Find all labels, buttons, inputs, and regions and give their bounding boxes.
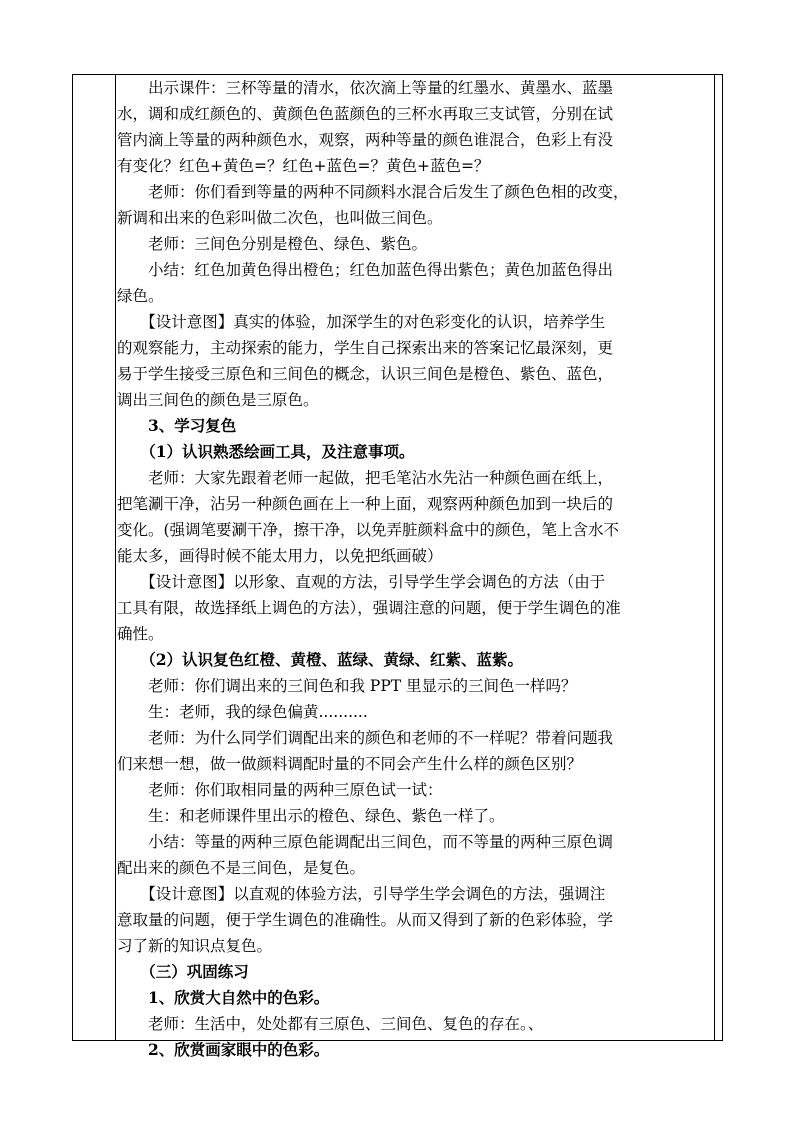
- text-line: 老师：三间色分别是橙色、绿色、紫色。: [117, 235, 428, 253]
- text-line: 2、欣赏画家眼中的色彩。: [117, 1040, 330, 1059]
- text-line: 1、欣赏大自然中的色彩。: [117, 988, 330, 1007]
- text-line: 们来想一想，做一做颜料调配时量的不同会产生什么样的颜色区别？: [117, 755, 583, 773]
- text-line: 出示课件：三杯等量的清水，依次滴上等量的红墨水、黄墨水、蓝墨: [117, 79, 614, 97]
- text-line: 绿色。: [117, 287, 164, 305]
- text-line: 小结：红色加黄色得出橙色；红色加蓝色得出紫色；黄色加蓝色得出: [117, 261, 614, 279]
- text-line: 工具有限，故选择纸上调色的方法），强调注意的问题，便于学生调色的准: [117, 599, 621, 617]
- text-line: 【设计意图】以形象、直观的方法，引导学生学会调色的方法（由于: [117, 573, 606, 591]
- text-line: 生：和老师课件里出示的橙色、绿色、紫色一样了。: [117, 807, 505, 825]
- text-line: 【设计意图】以直观的体验方法，引导学生学会调色的方法，强调注: [117, 885, 606, 903]
- text-line: 调出三间色的颜色是三原色。: [117, 391, 319, 409]
- text-line: 【设计意图】真实的体验，加深学生的对色彩变化的认识，培养学生: [117, 313, 606, 331]
- text-line: 管内滴上等量的两种颜色水，观察，两种等量的颜色谁混合，色彩上有没: [117, 131, 614, 149]
- text-line: 生：老师，我的绿色偏黄..........: [117, 703, 368, 721]
- text-line: 确性。: [117, 625, 164, 643]
- text-line: （三）巩固练习: [117, 962, 249, 981]
- lesson-content-cell: [117, 75, 714, 1059]
- text-line: 老师：为什么同学们调配出来的颜色和老师的不一样呢？带着问题我: [117, 729, 614, 747]
- text-line: 变化。(强调笔要涮干净，擦干净，以免弄脏颜料盒中的颜色，笔上含水不: [117, 521, 620, 539]
- text-line: （2）认识复色红橙、黄橙、蓝绿、黄绿、红紫、蓝紫。: [117, 650, 524, 669]
- text-line: 配出来的颜色不是三间色，是复色。: [117, 859, 366, 877]
- text-line: 老师：你们看到等量的两种不同颜料水混合后发生了颜色色相的改变，: [117, 183, 629, 201]
- text-line: 新调和出来的色彩叫做二次色，也叫做三间色。: [117, 209, 443, 227]
- text-line: 易于学生接受三原色和三间色的概念，认识三间色是橙色、紫色、蓝色，: [117, 365, 614, 383]
- text-line: 老师：你们调出来的三间色和我 PPT 里显示的三间色一样吗？: [117, 677, 577, 695]
- text-line: 把笔涮干净，沾另一种颜色画在上一种上面，观察两种颜色加到一块后的: [117, 495, 614, 513]
- text-line: 老师：大家先跟着老师一起做，把毛笔沾水先沾一种颜色画在纸上，: [117, 469, 614, 487]
- text-line: 老师：生活中，处处都有三原色、三间色、复色的存在。、: [117, 1015, 544, 1033]
- table-right-divider: [714, 75, 715, 1040]
- lesson-table: [72, 74, 723, 1059]
- text-line: 老师：你们取相同量的两种三原色试一试：: [117, 781, 443, 799]
- text-line: （1）认识熟悉绘画工具，及注意事项。: [117, 442, 415, 461]
- text-line: 习了新的知识点复色。: [117, 937, 273, 955]
- text-line: 能太多，画得时候不能太用力，以免把纸画破）: [117, 547, 443, 565]
- text-line: 的观察能力，主动探索的能力，学生自己探索出来的答案记忆最深刻，更: [117, 339, 614, 357]
- table-column-divider: [115, 75, 116, 1040]
- text-line: 有变化？红色+黄色=？红色+蓝色=？黄色+蓝色=？: [117, 157, 490, 175]
- text-line: 3、学习复色: [117, 416, 237, 435]
- text-line: 小结：等量的两种三原色能调配出三间色，而不等量的两种三原色调: [117, 833, 614, 851]
- text-line: 意取量的问题，便于学生调色的准确性。从而又得到了新的色彩体验，学: [117, 911, 614, 929]
- text-line: 水，调和成红颜色的、黄颜色色蓝颜色的三杯水再取三支试管，分别在试: [117, 105, 614, 123]
